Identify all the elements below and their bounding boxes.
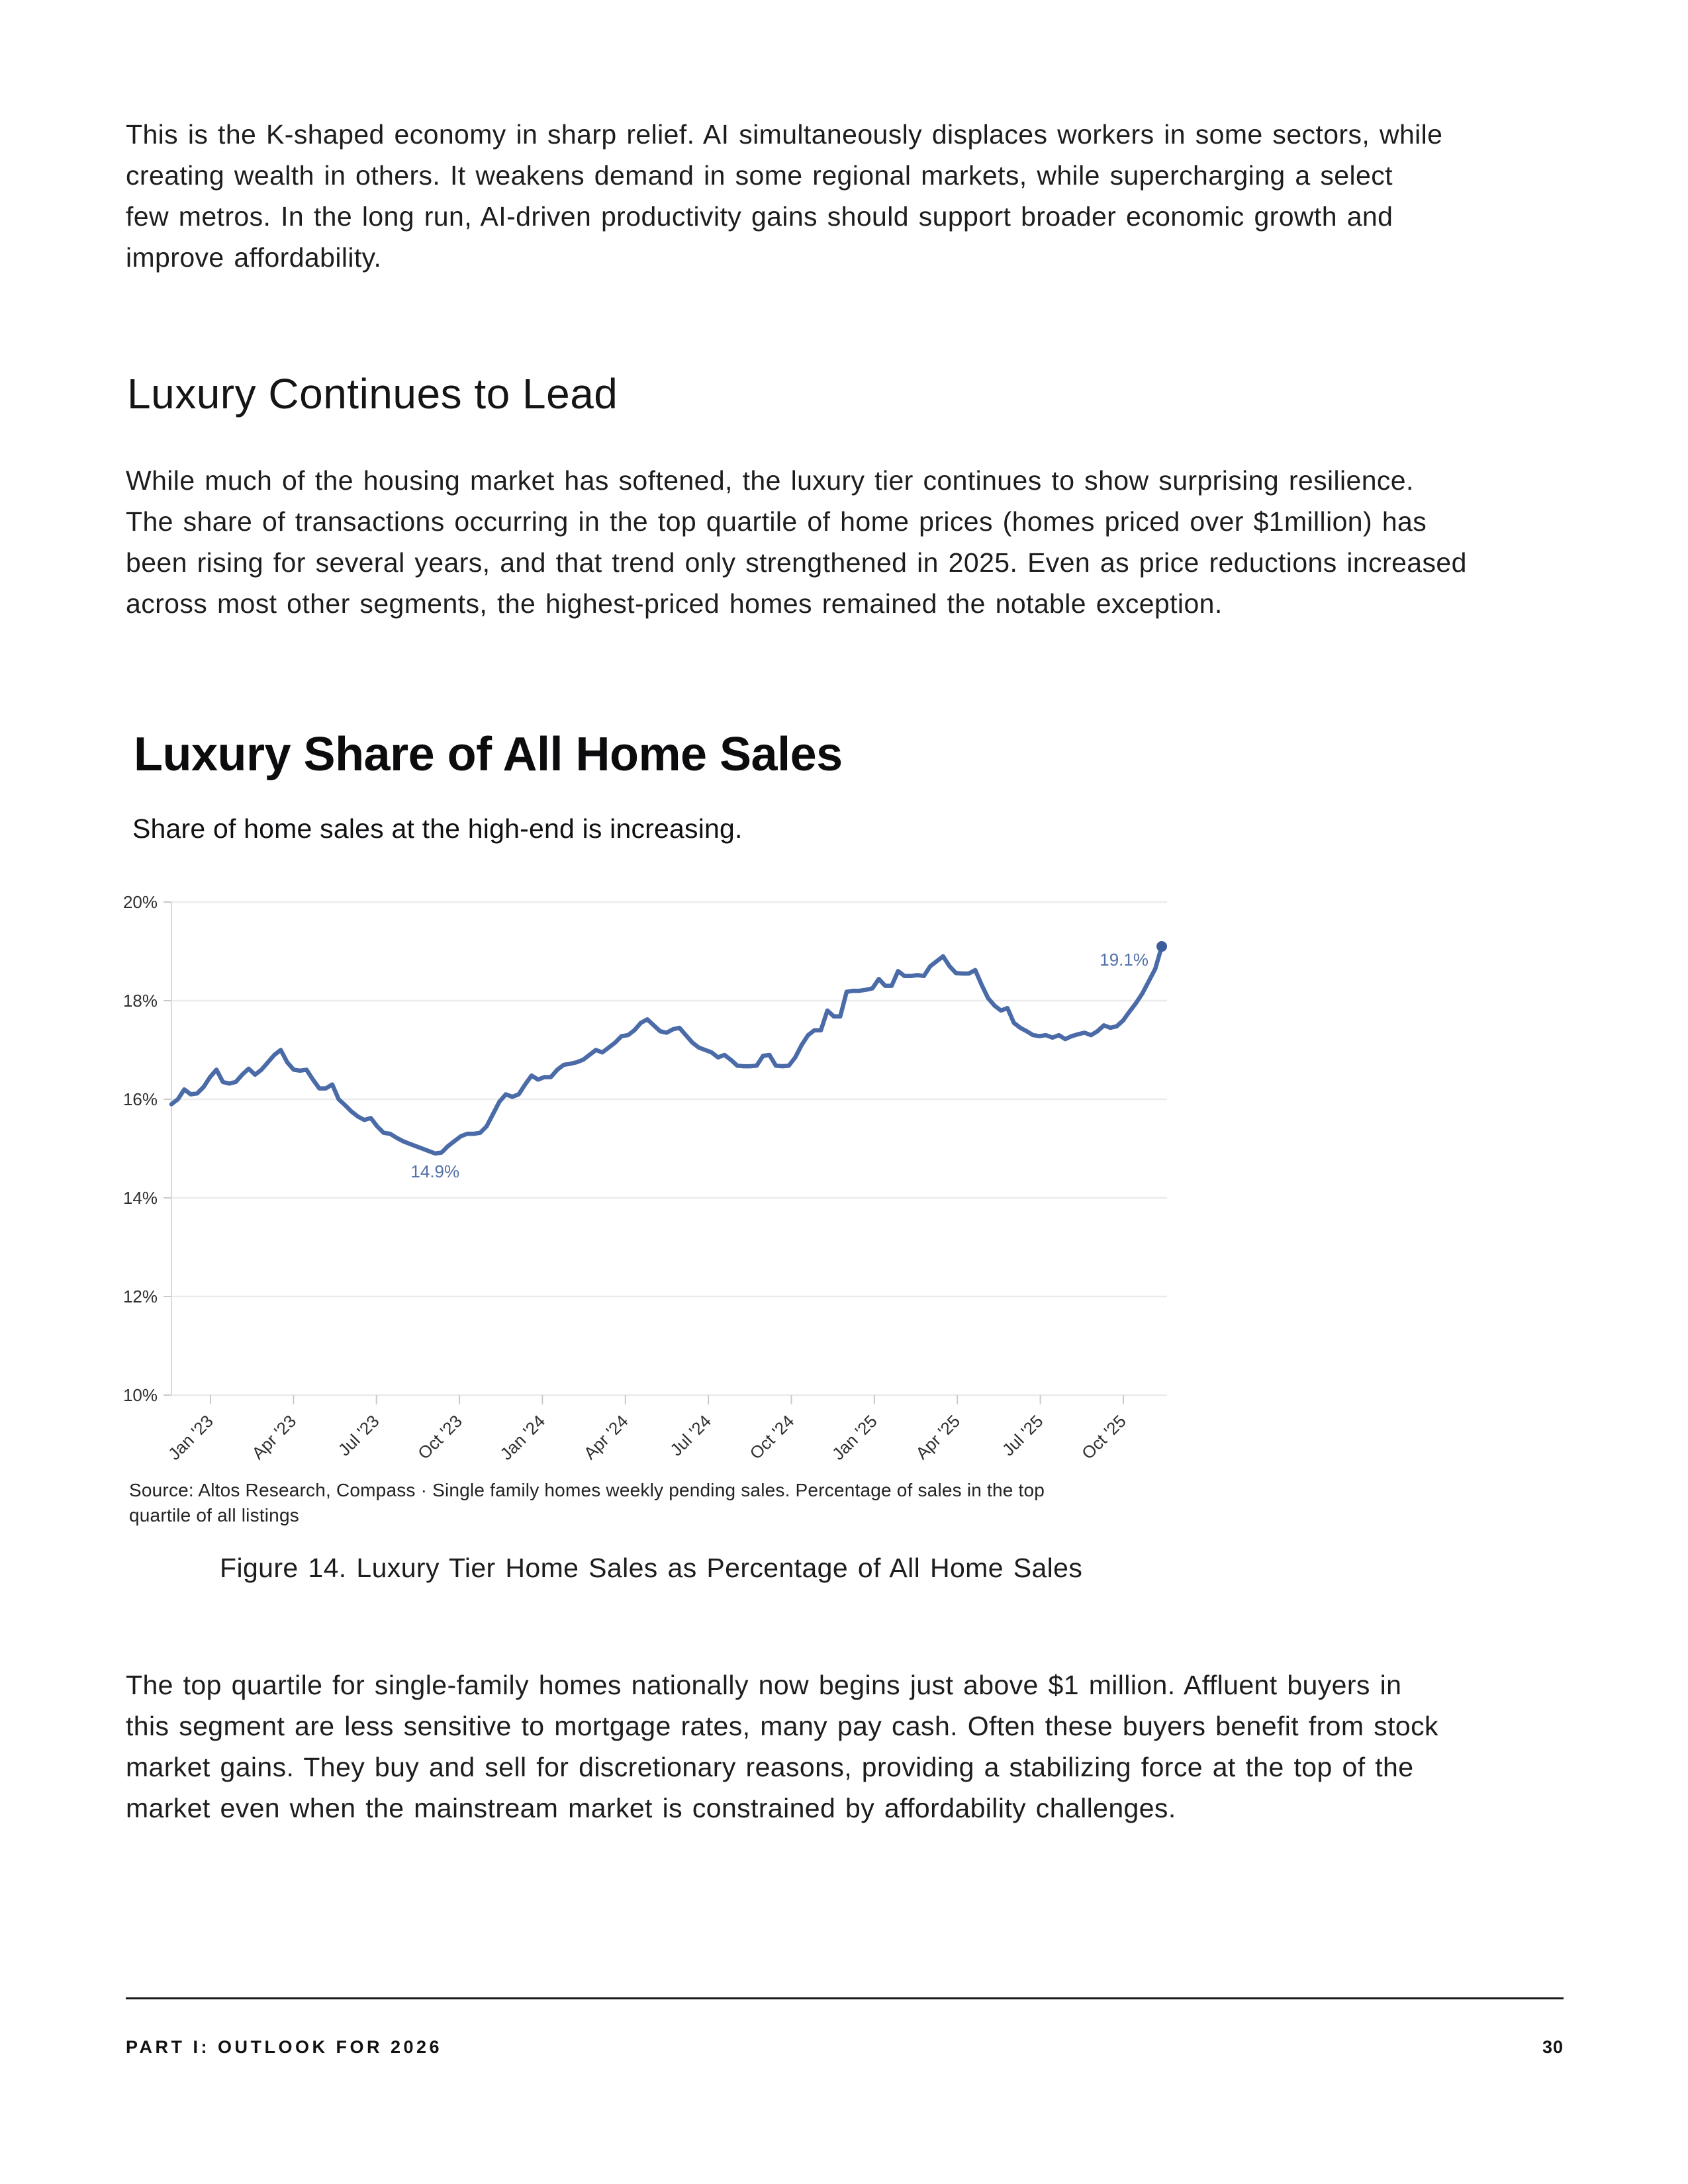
x-tick-label: Jan '23 xyxy=(164,1411,217,1464)
text-line: The top quartile for single-family homes nationally now begins just above $1 million. Affluent buyers in xyxy=(126,1670,1402,1700)
luxury-paragraph xyxy=(126,460,1589,624)
y-tick-label: 18% xyxy=(122,991,158,1011)
footer-section-label: PART I: OUTLOOK FOR 2026 xyxy=(126,2037,443,2057)
x-tick-label: Jul '25 xyxy=(998,1411,1047,1460)
x-tick-label: Apr '24 xyxy=(579,1411,632,1463)
figure-caption: Figure 14. Luxury Tier Home Sales as Percentage of All Home Sales xyxy=(220,1553,1083,1583)
y-tick-label: 12% xyxy=(122,1287,158,1306)
text-line: few metros. In the long run, AI-driven productivity gains should support broader economic growth and xyxy=(126,201,1393,232)
closing-paragraph xyxy=(126,1664,1589,1829)
figure-subtitle: Share of home sales at the high-end is increasing. xyxy=(132,813,743,844)
x-tick-label: Jul '23 xyxy=(334,1411,383,1460)
text-line: Source: Altos Research, Compass · Single family homes weekly pending sales. Percentage of sales in the top xyxy=(129,1480,1045,1500)
text-line: creating wealth in others. It weakens demand in some regional markets, while supercharging a select xyxy=(126,160,1393,191)
text-line: this segment are less sensitive to mortgage rates, many pay cash. Often these buyers benefit from stock xyxy=(126,1711,1438,1741)
text-line: While much of the housing market has softened, the luxury tier continues to show surprising resilience. xyxy=(126,465,1414,496)
last-point-dot xyxy=(1156,941,1167,952)
footer-divider xyxy=(126,1997,1564,1999)
x-tick-label: Oct '23 xyxy=(414,1411,466,1463)
figure-title: Luxury Share of All Home Sales xyxy=(134,728,843,781)
text-line: improve affordability. xyxy=(126,242,382,273)
x-tick-label: Jan '24 xyxy=(496,1411,549,1464)
chart-source-note xyxy=(129,1478,1089,1528)
x-tick-label: Apr '23 xyxy=(248,1411,301,1463)
y-tick-label: 16% xyxy=(122,1089,158,1109)
x-tick-label: Jan '25 xyxy=(827,1411,881,1464)
text-line: quartile of all listings xyxy=(129,1505,299,1525)
x-tick-label: Apr '25 xyxy=(912,1411,964,1463)
intro-paragraph xyxy=(126,114,1589,278)
text-line: across most other segments, the highest-priced homes remained the notable exception. xyxy=(126,588,1223,619)
line-chart xyxy=(0,854,1225,1482)
series-line xyxy=(171,946,1162,1154)
x-tick-label: Oct '25 xyxy=(1077,1411,1130,1463)
text-line: This is the K-shaped economy in sharp relief. AI simultaneously displaces workers in some sectors, while xyxy=(126,119,1443,150)
x-tick-label: Oct '24 xyxy=(745,1411,798,1463)
text-line: market even when the mainstream market is constrained by affordability challenges. xyxy=(126,1793,1176,1823)
y-tick-label: 20% xyxy=(122,892,158,912)
last-value-label: 19.1% xyxy=(1100,950,1149,970)
text-line: been rising for several years, and that trend only strengthened in 2025. Even as price reductions increased xyxy=(126,547,1467,578)
y-tick-label: 14% xyxy=(122,1188,158,1208)
x-tick-label: Jul '24 xyxy=(666,1411,716,1460)
footer-page-number: 30 xyxy=(1542,2037,1564,2057)
luxury-share-line-chart xyxy=(0,854,1225,1482)
text-line: market gains. They buy and sell for discretionary reasons, providing a stabilizing force at the top of the xyxy=(126,1752,1414,1782)
section-heading: Luxury Continues to Lead xyxy=(127,370,618,418)
text-line: The share of transactions occurring in the top quartile of home prices (homes priced over $1million) has xyxy=(126,506,1427,537)
y-tick-label: 10% xyxy=(122,1385,158,1405)
min-value-label: 14.9% xyxy=(410,1161,460,1181)
